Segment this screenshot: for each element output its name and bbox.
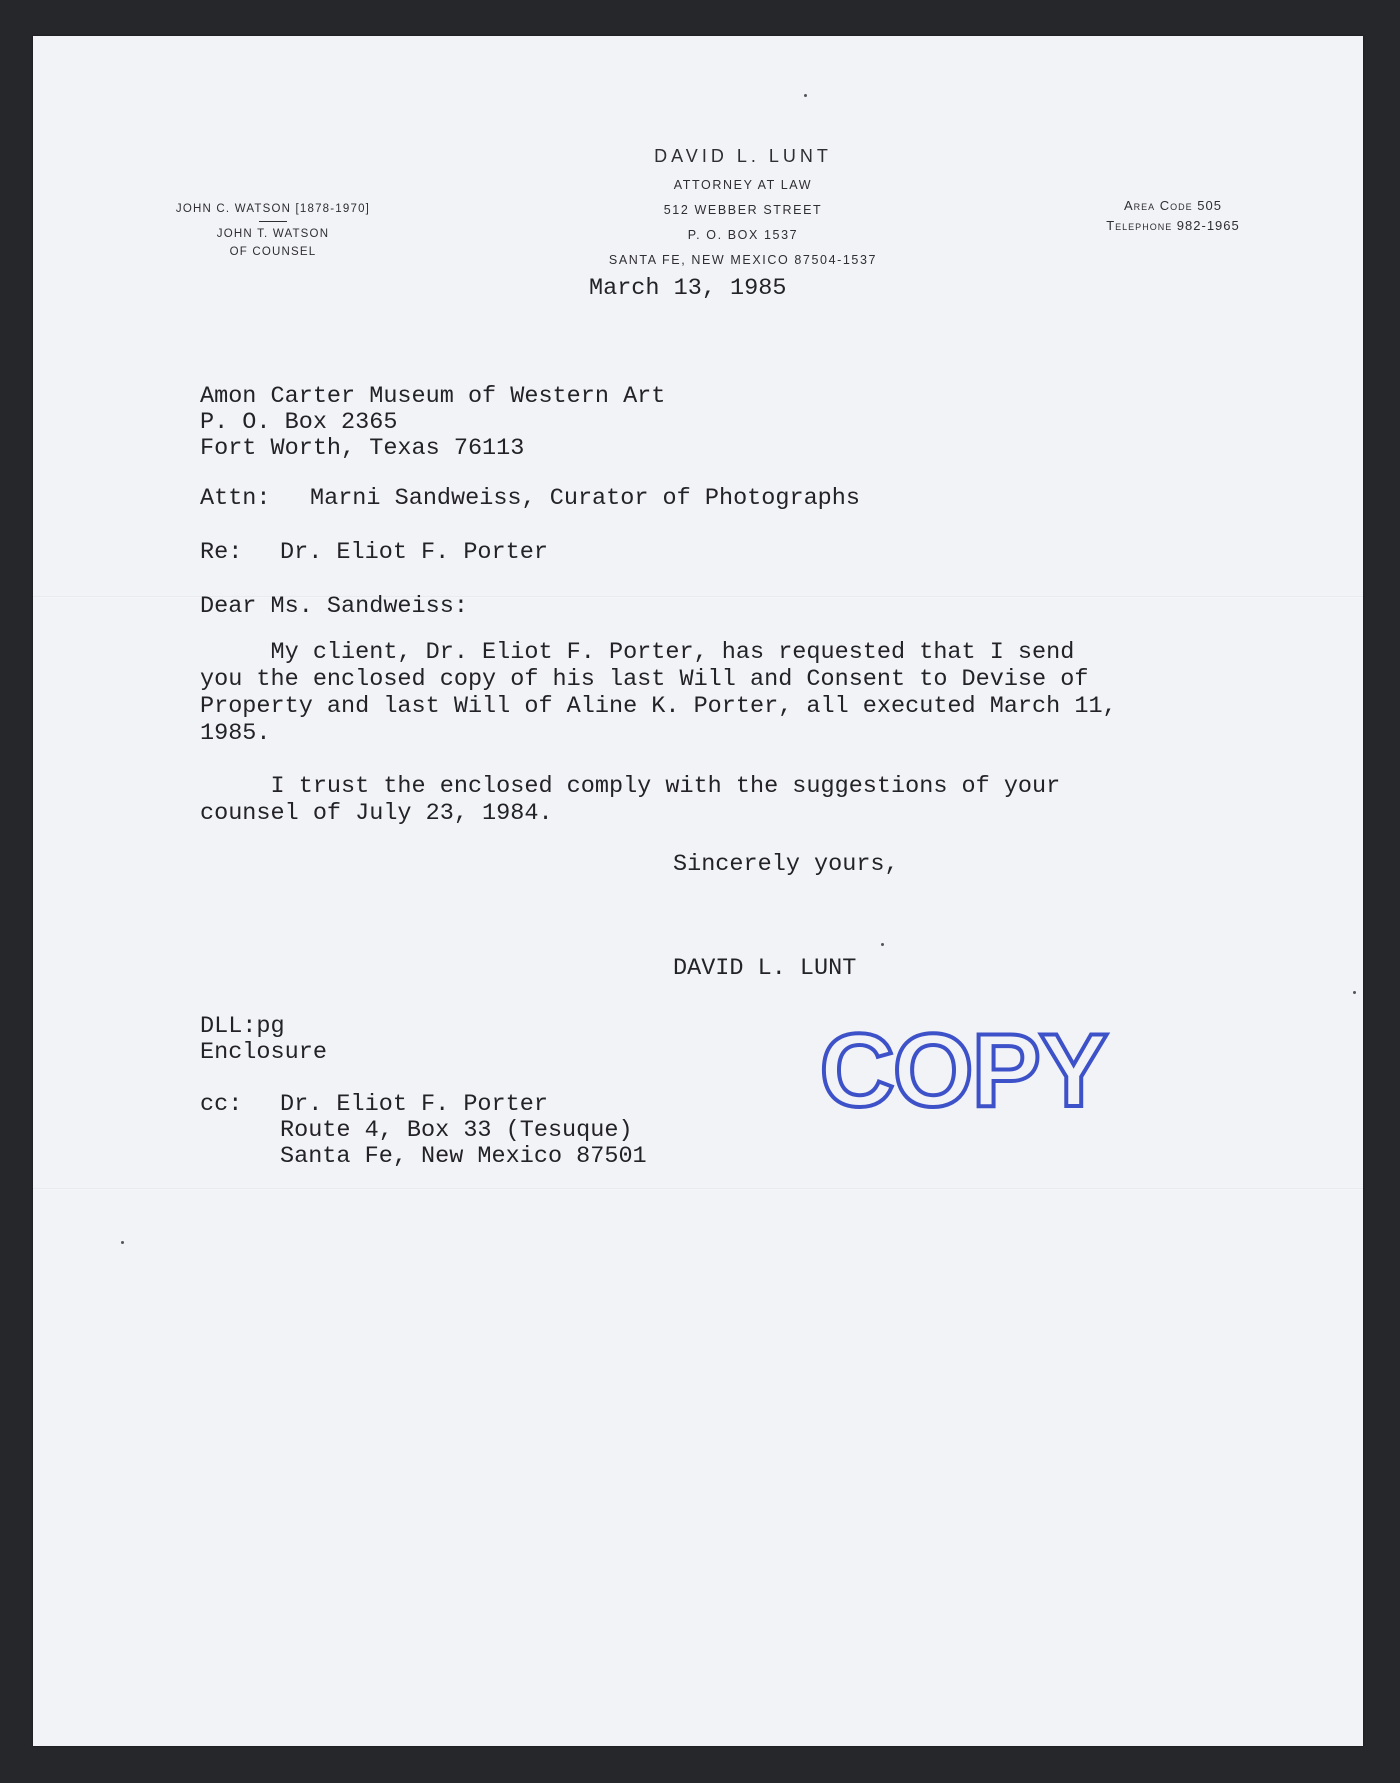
body-p1-line3: Property and last Will of Aline K. Porter, all executed March 11,	[200, 693, 1117, 720]
copy-stamp-text: COPY	[819, 1013, 1107, 1126]
paper-speck	[881, 943, 884, 946]
letterhead-area-code: Area Code 505	[1124, 198, 1222, 213]
copy-stamp	[813, 1006, 1113, 1126]
body-p1-line1: My client, Dr. Eliot F. Porter, has requested that I send	[200, 639, 1075, 666]
letterhead-left-line2: JOHN T. WATSON	[216, 228, 330, 240]
attn-value: Marni Sandweiss, Curator of Photographs	[310, 485, 860, 512]
recipient-line3: Fort Worth, Texas 76113	[200, 435, 525, 462]
letterhead-telephone: Telephone 982-1965	[1106, 218, 1240, 233]
closing: Sincerely yours,	[673, 851, 899, 878]
body-p1-line2: you the enclosed copy of his last Will and Consent to Devise of	[200, 666, 1089, 693]
letter-page	[33, 36, 1363, 1746]
re-value: Dr. Eliot F. Porter	[280, 539, 548, 566]
body-p2-line1: I trust the enclosed comply with the suggestions of your	[200, 773, 1061, 800]
recipient-line1: Amon Carter Museum of Western Art	[200, 383, 666, 410]
salutation: Dear Ms. Sandweiss:	[200, 593, 468, 620]
signer-name: DAVID L. LUNT	[673, 955, 857, 982]
letterhead-title: ATTORNEY AT LAW	[673, 178, 813, 192]
letterhead-left-line3: OF COUNSEL	[229, 246, 317, 258]
letter-date: March 13, 1985	[589, 275, 787, 302]
letterhead-city: SANTA FE, NEW MEXICO 87504-1537	[608, 253, 878, 267]
letterhead-left	[148, 200, 398, 261]
body-p2-line2: counsel of July 23, 1984.	[200, 800, 553, 827]
body-p1-line4: 1985.	[200, 720, 271, 747]
letterhead-left-line1: JOHN C. WATSON [1878-1970]	[175, 203, 371, 215]
paper-speck	[1353, 991, 1356, 994]
recipient-line2: P. O. Box 2365	[200, 409, 398, 436]
initials: DLL:pg	[200, 1013, 285, 1040]
fold-crease	[33, 1188, 1363, 1190]
letterhead	[503, 146, 983, 273]
letterhead-street: 512 WEBBER STREET	[663, 203, 823, 217]
paper-speck	[121, 1241, 124, 1244]
letterhead-right	[1058, 196, 1288, 236]
re-label: Re:	[200, 539, 243, 566]
cc-line1: Dr. Eliot F. Porter	[280, 1091, 548, 1118]
cc-line3: Santa Fe, New Mexico 87501	[280, 1143, 647, 1170]
letterhead-left-rule	[259, 221, 287, 222]
cc-line2: Route 4, Box 33 (Tesuque)	[280, 1117, 633, 1144]
attn-label: Attn:	[200, 485, 271, 512]
enclosure: Enclosure	[200, 1039, 327, 1066]
paper-speck	[804, 94, 807, 97]
letterhead-po-box: P. O. BOX 1537	[687, 228, 799, 242]
letterhead-name: DAVID L. LUNT	[654, 146, 832, 166]
cc-label: cc:	[200, 1091, 243, 1118]
